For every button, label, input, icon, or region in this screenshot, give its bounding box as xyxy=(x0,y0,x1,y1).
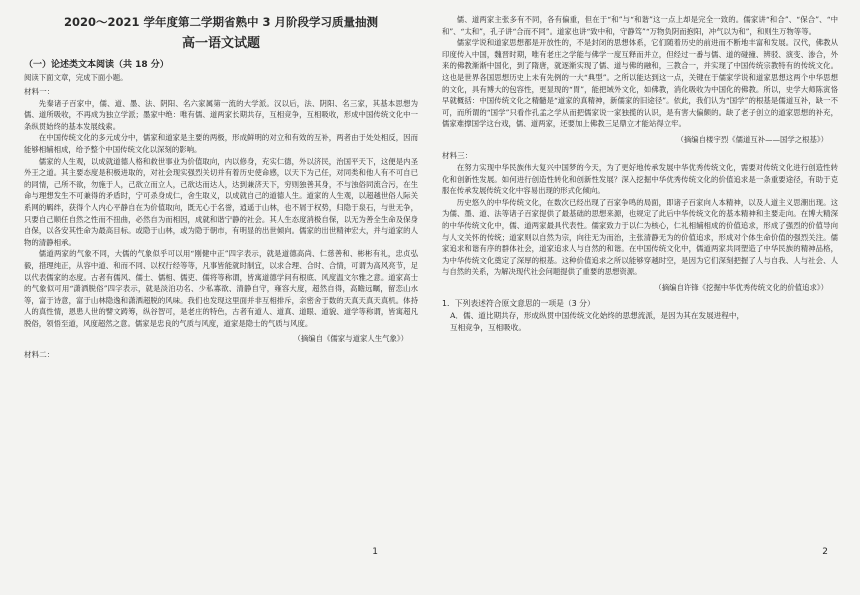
paragraph: 先秦诸子百家中，儒、道、墨、法、阴阳、名六家属第一流的大学派。汉以后，法、阴阳、名三家，其基本思想为儒、道所吸收，不再成为独立学派；墨家中绝：唯有儒、道两家长期共存，互相竞争，互相吸收，形成中国传统文化中一条纵贯始终的基本发展线索。 xyxy=(24,98,418,131)
instruction: 阅读下面文章，完成下面小题。 xyxy=(24,73,128,82)
page-right xyxy=(430,0,860,595)
paragraph: 儒、道两家主张多有不同，各有偏重，但在于“和”与“和谐”这一点上却是完全一致的。儒家讲“和合”、“保合”、“中和”、“太和”，孔子讲“合而不同”。道家也讲“致中和，守静笃”“万物负阴而抱阳，冲气以为和”，和则生万物等等。 xyxy=(442,15,838,36)
exam-title: 2020～2021 学年度第二学期省熟中 3 月阶段学习质量抽测 xyxy=(63,15,379,29)
material3-label: 材料三： xyxy=(442,150,473,160)
question-1: 1．下列表述符合原文意思的一项是（3 分） xyxy=(442,298,595,308)
source-citation: （摘编自楼宇烈《儒道互补——国学之根基》） xyxy=(676,134,828,144)
material1-label: 材料一： xyxy=(24,86,55,96)
section-heading: （一）论述类文本阅读（共 18 分） xyxy=(24,60,169,70)
paragraph: 在努力实现中华民族伟大复兴中国梦的今天，为了更好地传承发展中华优秀传统文化，需要对传统文化进行创造性转化和创新性发展。如何进行创造性转化和创新性发展？深入挖掘中华优秀传统文化的价值追求是一条重要途径，有助于克服在传承发展传统文化中容易出现的形式化倾向。 xyxy=(442,162,838,196)
option-a: A．儒、道比期共存，形成纵贯中国传统文化始终的思想流派，是因为其在发展进程中， xyxy=(450,310,745,320)
source-citation: （摘编自许锋《挖掘中华优秀传统文化的价值追求》） xyxy=(654,282,828,292)
exam-subtitle: 高一语文试题 xyxy=(181,36,260,51)
option-a-continued: 互相竞争，互相吸收。 xyxy=(450,322,526,332)
paragraph: 儒家的人生观，以成就道德人格和救世事业为价值取向，内以修身，充实仁德，外以济民，治国平天下，这便是内圣外王之道。其主要态度是积极进取的，对社会现实强烈关切并有着历史使命感，以天下为己任，对同类和他人有不可自已的同情，己所不欲，勿施于人，己欲立而立人，己欲达而达人，达到兼济天下，穷则独善其身，不与浊俗同流合污，在生命与理想发生不可兼得的矛盾时，宁可杀身成仁，舍生取义，以成就自己的道德人生。道家的人生观，以超越世俗人际关系网的羁绊，获得个人内心平静自在为价值取向，既无心于名誉，逍遥于山林，也不屑于权势，归隐于泉石，与世无争，只要自己顺任自然之性而不扭曲，必然自为而相因，成就和谐宁静的社会。其人生态度消极自保，以无为善全生命及保身自保，以各安其性命为最高目标。或隐于山林，或为隐于朝市，有明显的出世倾向。儒家的出世精神宏大，并与道家的人物的清静相承。 xyxy=(24,156,418,247)
paragraph: 历史悠久的中华传统文化，在数次已经出现了百家争鸣的局面，即诸子百家向人本精神，以及人道主义思潮出现。这为儒、墨、道、法等诸子百家提供了最基础的思想来源，也规定了此后中华传统文化的基本精神和主要走向。在博大精深的中华传统文化中，儒、道两家最具代表性。儒家致力于以仁为核心，仁礼相辅相成的价值追求，形成了强烈的价值导向与人文关怀的传统；道家则以自然为宗，向往无为而治，主张清静无为的价值追求，形成对个体生命价值的强烈关注。儒家追求和谐有序的群体社会，道家追求人与自然的和谐。在中国传统文化中，儒道两家共同塑造了中华民族的精神品格，为中华传统文化奠定了深厚的根基。这种价值追求之所以能够穿越时空，是因为它们深刻把握了人与自我、人与社会、人与自然的关系，为解决现代社会问题提供了重要的思想资源。 xyxy=(442,197,838,277)
page-number: 1 xyxy=(372,547,378,557)
paragraph: 儒道两家的气象不同，大儒的气象似乎可以用“刚健中正”四字表示，就是道德高尚、仁慈善和、彬彬有礼，忠贞弘毅，措理纯正，从容中道、和而不同、以权行经等等，凡事皆能就时制宜，以求合理、合时、合情，可谓为高风亮节，足以代表儒家的态度。古者有儒风、儒士、儒相、儒吏、儒将等称谓，皆寓道德学问有根底、风度温文尔雅之意。道家高士的气象似可用“潇洒脱俗”四字表示，就是淡泊功名、少私寡欲、清静自守，雍容大度，超然自得，高瞻远瞩，留恋山水等，富于诗意，富于山林隐逸和潇洒超脱的风味。我们也发现这里面并非互相排斥，亲密舍于数的天真天真天真机。体持人的真性情，恩患人世的譬文踌筹，纵谷智可，是老庄的特色，古者有道人、道真、道眼、道貌、道学等称谓，皆寓超凡脱俗，领悟至道，风度超然之意。儒家是忠良的气质与风度，道家是隐士的气质与风度。 xyxy=(24,249,418,328)
material2-label: 材料二： xyxy=(24,350,55,360)
source-citation: （摘编自《儒家与道家人生气象》） xyxy=(293,334,408,344)
paragraph: 儒家学说和道家思想都是开放性的，不是封闭的思想体系，它们随着历史的前进而不断地丰富和发展。汉代，佛教从印度传入中国，魏晋时期，唯有老庄之学能与佛学一度互释而并立，但经过一番与儒、道的碰撞、辨驳、演变、渗合，外来的佛教渐渐中国化，到了隋唐，就逐渐实现了儒、道与佛的融和，三教合一，并实现了中国传统宗教特有的传统文化。这也是世界各国思想历史上未有先例的一大“典型”。之所以能达到这一点，关键在于儒家学说和道家思想这两个中华思想的文化，具有博大的包容性，更显现的“胃”，能把域外文化，如佛教，消化吸收为中国化的佛教。所以，史学大师陈寅恪早就概括：中国传统文化之精髓是“道家的真精神，新儒家的旧途径”。依此，我们认为“国学”的根基是儒道互补，缺一不可，而所谓的“国学”只看作孔孟之学从而把儒家说一家独揽的认识，是有害大偏颇的。缺了老子创立的道家思想的补充，儒家难撑国学这台戏，儒、道两家，还要加上佛教三足鼎立才能站得立牢。 xyxy=(442,38,838,129)
page-number: 2 xyxy=(822,547,828,557)
paragraph: 在中国传统文化的多元成分中，儒家和道家是主要的两极，形成鲜明的对立和有效的互补，两者由于处处相反，因而能够相辅相成，给予整个中国传统文化以深刻的影响。 xyxy=(24,133,418,154)
